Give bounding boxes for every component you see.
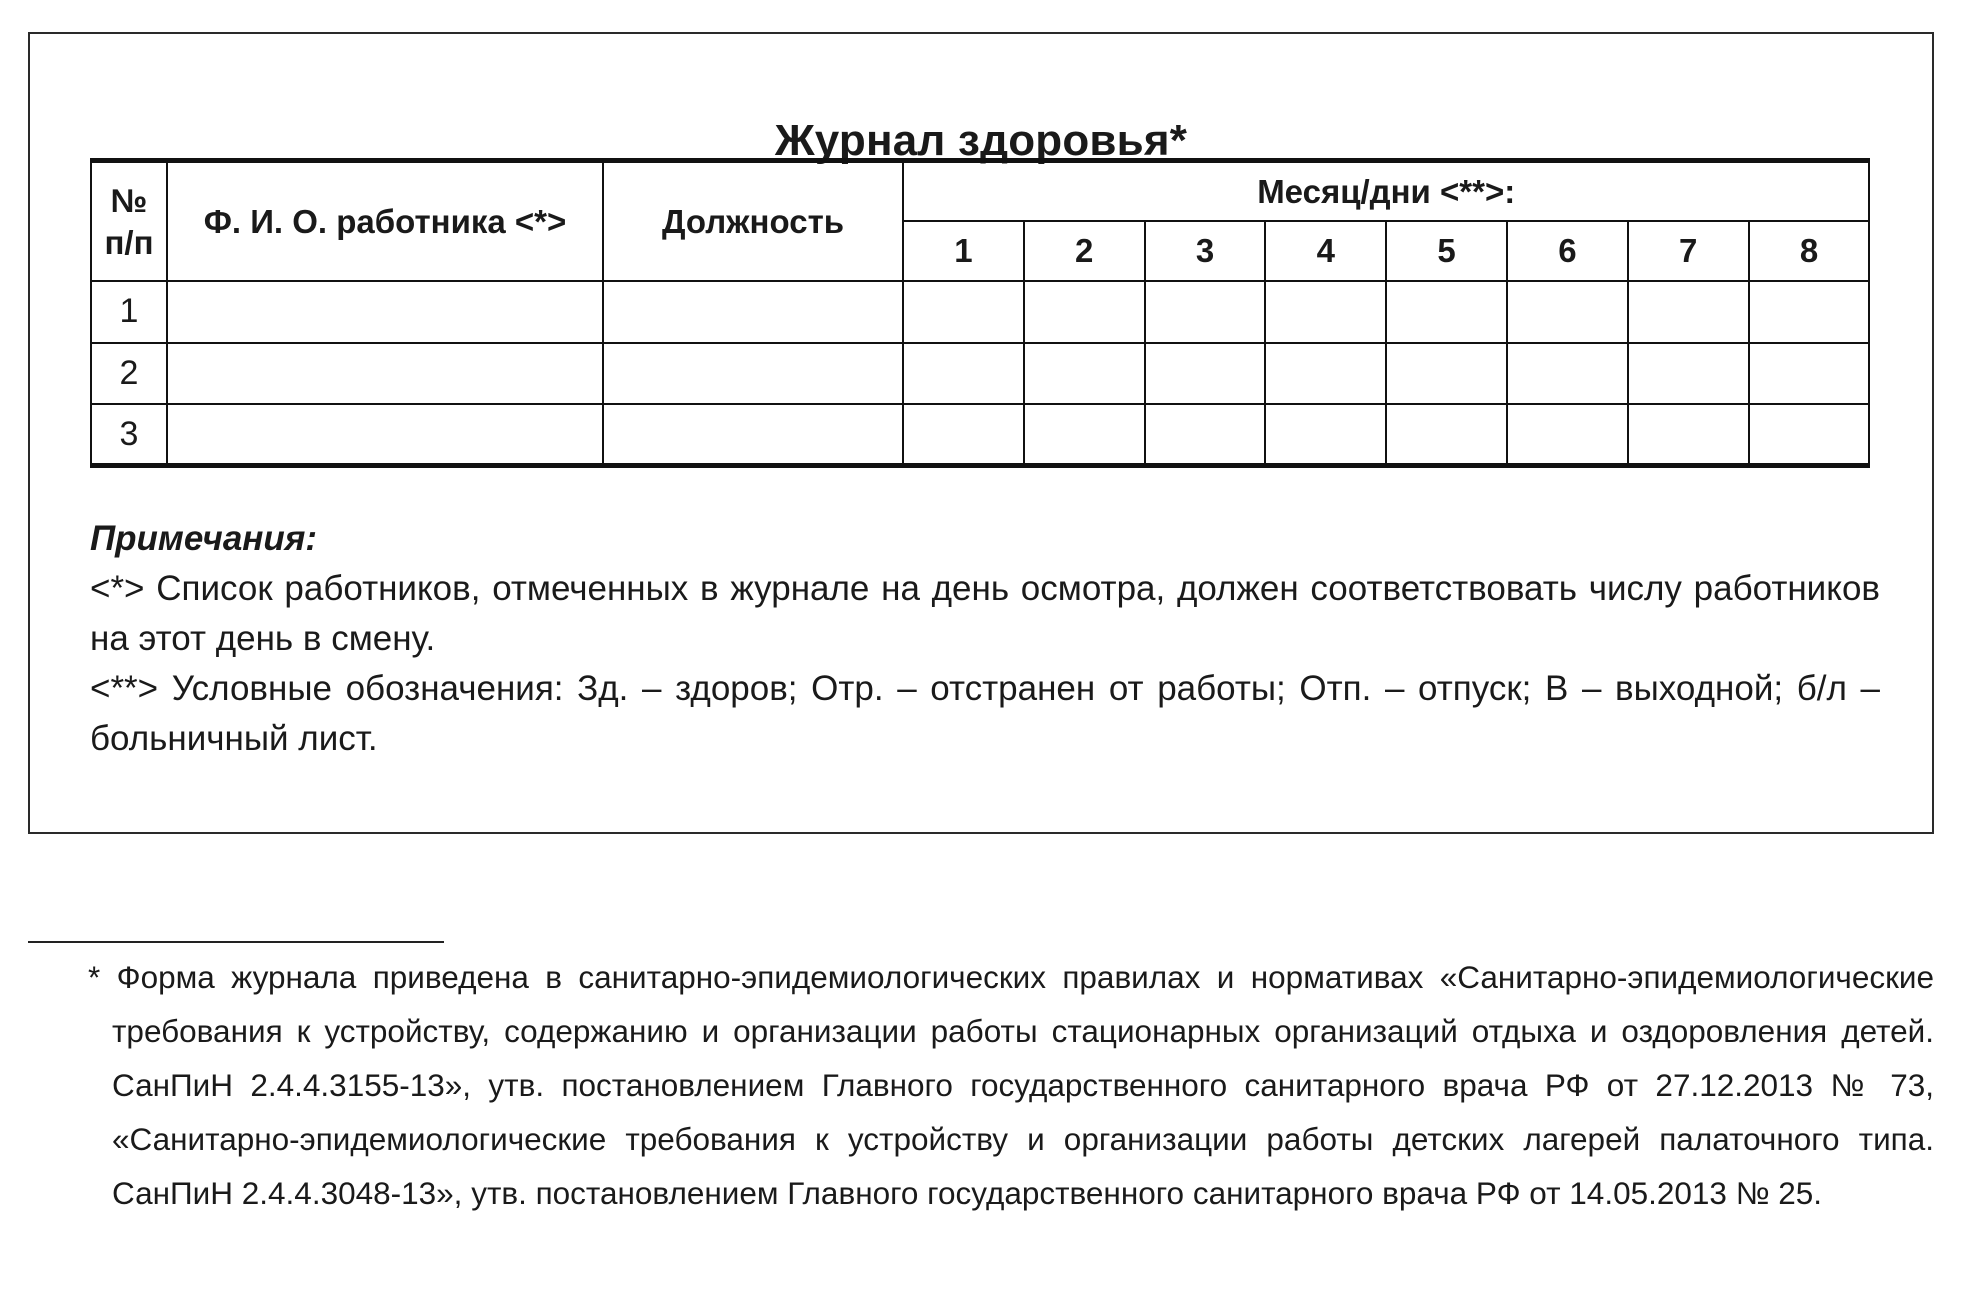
cell-day-2 (1024, 404, 1145, 465)
cell-day-7 (1628, 343, 1749, 404)
cell-day-2 (1024, 281, 1145, 342)
cell-full-name (167, 281, 603, 342)
cell-day-1 (903, 404, 1024, 465)
row-number: 2 (91, 343, 167, 404)
journal-title: Журнал здоровья* (774, 116, 1188, 165)
row-number: 1 (91, 281, 167, 342)
header-full-name: Ф. И. О. работника <*> (167, 161, 603, 282)
cell-day-7 (1628, 281, 1749, 342)
cell-day-3 (1145, 343, 1266, 404)
cell-day-5 (1386, 343, 1507, 404)
header-day-8: 8 (1749, 221, 1870, 281)
table-header-row (91, 161, 1869, 221)
table-row (91, 281, 1869, 342)
cell-day-7 (1628, 404, 1749, 465)
cell-day-6 (1507, 343, 1628, 404)
header-number: № п/п (91, 161, 167, 282)
cell-day-5 (1386, 281, 1507, 342)
row-number: 3 (91, 404, 167, 465)
cell-day-6 (1507, 404, 1628, 465)
cell-day-4 (1265, 281, 1386, 342)
cell-day-4 (1265, 343, 1386, 404)
table-body (91, 281, 1869, 465)
table-row (91, 343, 1869, 404)
cell-full-name (167, 343, 603, 404)
cell-day-5 (1386, 404, 1507, 465)
header-day-1: 1 (903, 221, 1024, 281)
note-1: <*> Список работников, отмеченных в журнале на день осмотра, должен соответствовать числу работников на этот день в смену. (90, 569, 1880, 658)
cell-full-name (167, 404, 603, 465)
header-month-days: Месяц/дни <**>: (903, 161, 1869, 221)
cell-day-8 (1749, 281, 1870, 342)
notes-heading: Примечания: (90, 519, 318, 558)
form-frame (28, 32, 1934, 834)
cell-day-4 (1265, 404, 1386, 465)
header-day-3: 3 (1145, 221, 1266, 281)
header-day-7: 7 (1628, 221, 1749, 281)
cell-day-1 (903, 343, 1024, 404)
table-row (91, 404, 1869, 465)
footnote-divider (28, 941, 444, 943)
note-2: <**> Условные обозначения: Зд. – здоров; Отр. – отстранен от работы; Отп. – отпуск; В – выходной; б/л – больничный лист. (90, 669, 1880, 758)
cell-position (603, 343, 903, 404)
cell-day-3 (1145, 404, 1266, 465)
cell-position (603, 404, 903, 465)
health-journal-table (90, 158, 1870, 468)
header-position: Должность (603, 161, 903, 282)
cell-day-3 (1145, 281, 1266, 342)
cell-day-2 (1024, 343, 1145, 404)
header-day-4: 4 (1265, 221, 1386, 281)
notes-section (90, 514, 1880, 764)
header-day-5: 5 (1386, 221, 1507, 281)
cell-day-8 (1749, 343, 1870, 404)
cell-day-8 (1749, 404, 1870, 465)
footnote: * Форма журнала приведена в санитарно-эпидемиологических правилах и нормативах «Санитарно-эпидемиологические требования к устройству, содержанию и организации работы стационарных организаций отдыха и оздоровления детей. СанПиН 2.4.4.3155-13», утв. постановлением Главного государственного санитарного врача РФ от 27.12.2013 № 73, «Санитарно-эпидемиологические требования к устройству и организации работы детских лагерей палаточного типа. СанПиН 2.4.4.3048-13», утв. постановлением Главного государственного санитарного врача РФ от 14.05.2013 № 25. (88, 959, 1934, 1211)
cell-position (603, 281, 903, 342)
cell-day-1 (903, 281, 1024, 342)
header-day-2: 2 (1024, 221, 1145, 281)
cell-day-6 (1507, 281, 1628, 342)
header-day-6: 6 (1507, 221, 1628, 281)
